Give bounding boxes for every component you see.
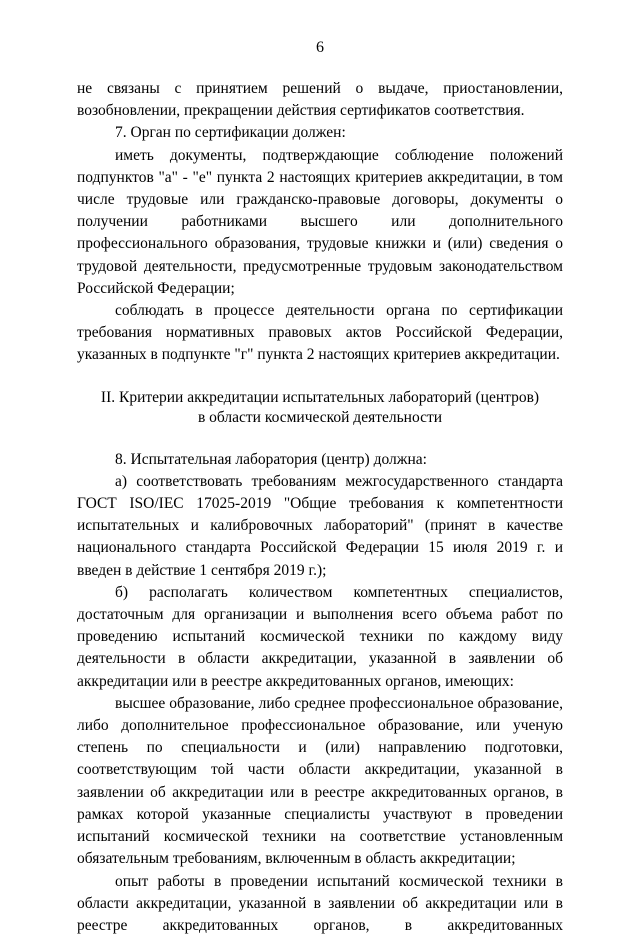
paragraph-item-8: 8. Испытательная лаборатория (центр) должна: [77,449,563,471]
paragraph-subitem-a: а) соответствовать требованиям межгосударственного стандарта ГОСТ ISO/IEC 17025-2019 "Общие требования к компетентности испытательных и калибровочных лабораторий" (принят в качестве национального стандарта Российской Федерации 15 июля 2019 г. и введен в действие 1 сентября 2019 г.); [77,471,563,582]
paragraph-item-7: 7. Орган по сертификации должен: [77,122,563,144]
paragraph-experience: опыт работы в проведении испытаний космической техники в области аккредитации, указанной в заявлении об аккредитации или в реестре аккредитованных органов, в аккредитованных [77,871,563,937]
paragraph-subitem-b: б) располагать количеством компетентных специалистов, достаточным для организации и выполнения всего объема работ по проведению испытаний космической техники по каждому виду деятельности в области аккредитации, указанной в заявлении об аккредитации или в реестре аккредитованных органов, имеющих: [77,582,563,693]
page-number: 6 [0,38,640,58]
paragraph-education: высшее образование, либо среднее профессиональное образование, либо дополнительное профессиональное образование, или ученую степень по специальности и (или) направлению подготовки, соответствующим той части области аккредитации, указанной в заявлении об аккредитации или в реестре аккредитованных органов, в рамках которой указанные специалисты участвуют в проведении испытаний космической техники на соответствие установленным обязательным требованиям, включенным в область аккредитации; [77,693,563,871]
paragraph-documents: иметь документы, подтверждающие соблюдение положений подпунктов "а" - "е" пункта 2 настоящих критериев аккредитации, в том числе трудовые или гражданско-правовые договоры, документы о получении работниками высшего или дополнительного профессионального образования, трудовые книжки и (или) сведения о трудовой деятельности, предусмотренные трудовым законодательством Российской Федерации; [77,145,563,300]
document-body [77,78,563,937]
paragraph-continuation: не связаны с принятием решений о выдаче, приостановлении, возобновлении, прекращении действия сертификатов соответствия. [77,78,563,122]
paragraph-compliance: соблюдать в процессе деятельности органа по сертификации требования нормативных правовых актов Российской Федерации, указанных в подпункте "г" пункта 2 настоящих критериев аккредитации. [77,300,563,367]
section-heading-line2: в области космической деятельности [77,408,563,428]
section-heading-line1: II. Критерии аккредитации испытательных лабораторий (центров) [77,388,563,408]
